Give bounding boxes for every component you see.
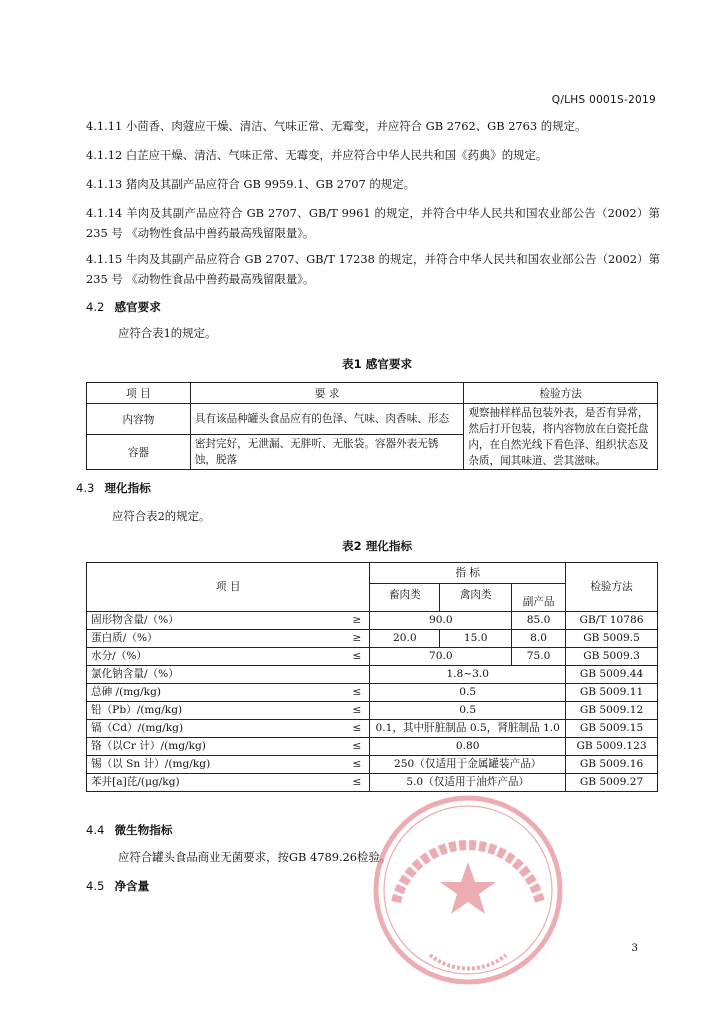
comparison-symbol: ≥ [352,614,362,626]
table-row [87,630,658,648]
value-cell: 15.0 [440,630,512,648]
name-text: 固形物含量/（%） [91,614,179,626]
name-text: 总砷 /(mg/kg) [91,686,161,698]
name-cell [87,756,370,774]
section-4-5-heading [86,878,149,894]
comparison-symbol: ≤ [352,722,362,734]
comparison-symbol: ≤ [352,704,362,716]
subheader-livestock: 畜肉类 [370,584,440,612]
table1-caption: 表1 感官要求 [342,357,413,371]
value-cell: 70.0 [370,648,512,666]
name-cell [87,648,370,666]
value-cell: 90.0 [370,612,512,630]
value-cell: 1.8~3.0 [370,666,566,684]
section-title: 感官要求 [114,300,161,314]
table-row [87,684,658,702]
name-text: 锡（以 Sn 计）/(mg/kg) [91,758,211,770]
comparison-symbol: ≤ [352,740,362,752]
section-number: 4.5 [86,879,105,893]
header-method: 检验方法 [464,383,658,404]
value-cell: 8.0 [512,630,566,648]
section-4-4-heading [86,822,172,838]
method-cell: 观察抽样样品包装外表，是否有异常，然后打开包装，将内容物放在白瓷托盘内，在自然光线下看色泽、组织状态及杂质，闻其味道、尝其滋味。 [464,404,658,470]
name-cell [87,684,370,702]
subheader-byproduct: 副产品 [512,584,566,612]
comparison-symbol: ≤ [352,758,362,770]
header-item: 项 目 [87,383,191,404]
method-cell: GB 5009.27 [566,774,658,792]
requirement-cell: 具有该品种罐头食品应有的色泽、气味、肉香味、形态 [190,404,464,435]
header-item: 项 目 [87,563,370,612]
name-cell [87,774,370,792]
method-cell: GB 5009.5 [566,630,658,648]
name-cell [87,720,370,738]
physicochemical-table [86,562,658,792]
comparison-symbol: ≤ [352,686,362,698]
method-cell: GB 5009.16 [566,756,658,774]
name-text: 铬（以Cr 计）/(mg/kg) [91,740,206,752]
name-text: 氯化钠含量/（%） [91,668,179,680]
page-number: 3 [631,942,638,954]
table-header-row [87,383,658,404]
comparison-symbol: ≤ [352,650,362,662]
section-number: 4.4 [86,823,105,837]
value-cell: 85.0 [512,612,566,630]
item-cell: 容器 [87,435,191,470]
header-requirement: 要 求 [190,383,464,404]
table-row [87,774,658,792]
method-cell: GB 5009.15 [566,720,658,738]
clause-4-1-15: 4.1.15 牛肉及其副产品应符合 GB 2707、GB/T 17238 的规定，并符合中华人民共和国农业部公告（2002）第 235 号 《动物性食品中兽药最高残留限量》。 [86,252,660,286]
section-title: 微生物指标 [114,823,173,837]
table-row [87,702,658,720]
section-4-3-heading [76,480,151,496]
value-cell: 5.0（仅适用于油炸产品） [370,774,566,792]
method-cell: GB 5009.12 [566,702,658,720]
name-cell [87,738,370,756]
value-cell: 0.80 [370,738,566,756]
section-number: 4.2 [86,300,105,314]
section-4-3-body: 应符合表2的规定。 [112,509,211,523]
sensory-table [86,382,658,470]
comparison-symbol: ≤ [352,776,362,788]
name-cell [87,630,370,648]
table2-caption: 表2 理化指标 [342,539,413,553]
seal-code-lettering [430,955,506,969]
company-seal [368,790,568,990]
table-row [87,612,658,630]
name-cell [87,702,370,720]
requirement-cell: 密封完好，无泄漏、无胖听、无胀袋。容器外表无锈蚀，脱落 [190,435,464,470]
value-cell: 20.0 [370,630,440,648]
clause-4-1-14: 4.1.14 羊肉及其副产品应符合 GB 2707、GB/T 9961 的规定，并符合中华人民共和国农业部公告（2002）第 235 号 《动物性食品中兽药最高残留限量》。 [86,206,660,240]
header-index: 指 标 [370,563,566,584]
section-title: 理化指标 [104,481,151,495]
name-text: 镉（Cd）/(mg/kg) [91,722,184,734]
table-row [87,720,658,738]
seal-star-icon [440,862,496,914]
method-cell: GB 5009.44 [566,666,658,684]
clause-4-1-13: 4.1.13 猪肉及其副产品应符合 GB 9959.1、GB 2707 的规定。 [86,177,415,191]
name-text: 水分/（%） [91,650,148,662]
method-cell: GB/T 10786 [566,612,658,630]
section-4-2-heading [86,299,161,315]
clause-4-1-11: 4.1.11 小茴香、肉蔻应干燥、清洁、气味正常、无霉变，并应符合 GB 2762、GB 2763 的规定。 [86,119,587,133]
name-text: 蛋白质/（%） [91,632,158,644]
value-cell: 250（仅适用于金属罐装产品） [370,756,566,774]
method-cell: GB 5009.123 [566,738,658,756]
section-title: 净含量 [114,879,150,893]
value-cell: 75.0 [512,648,566,666]
method-cell: GB 5009.3 [566,648,658,666]
name-text: 铅（Pb）/(mg/kg) [91,704,183,716]
value-cell: 0.1，其中肝脏制品 0.5，肾脏制品 1.0 [370,720,566,738]
method-cell: GB 5009.11 [566,684,658,702]
table-row [87,666,658,684]
document-id: Q/LHS 0001S-2019 [551,94,656,106]
comparison-symbol: ≥ [352,632,362,644]
header-method: 检验方法 [566,563,658,612]
section-4-4-body: 应符合罐头食品商业无菌要求，按GB 4789.26检验。 [118,850,392,864]
section-number: 4.3 [76,481,95,495]
value-cell: 0.5 [370,702,566,720]
value-cell: 0.5 [370,684,566,702]
table-row [87,404,658,435]
item-cell: 内容物 [87,404,191,435]
table-row [87,756,658,774]
name-cell [87,612,370,630]
subheader-poultry: 禽肉类 [440,584,512,612]
name-cell [87,666,370,684]
name-text: 苯并[a]芘/(μg/kg) [91,776,180,788]
clause-4-1-12: 4.1.12 白芷应干燥、清洁、气味正常、无霉变，并应符合中华人民共和国《药典》的规定。 [86,148,548,162]
section-4-2-body: 应符合表1的规定。 [118,326,217,340]
table-row [87,738,658,756]
table-header-row [87,563,658,584]
table-row [87,648,658,666]
